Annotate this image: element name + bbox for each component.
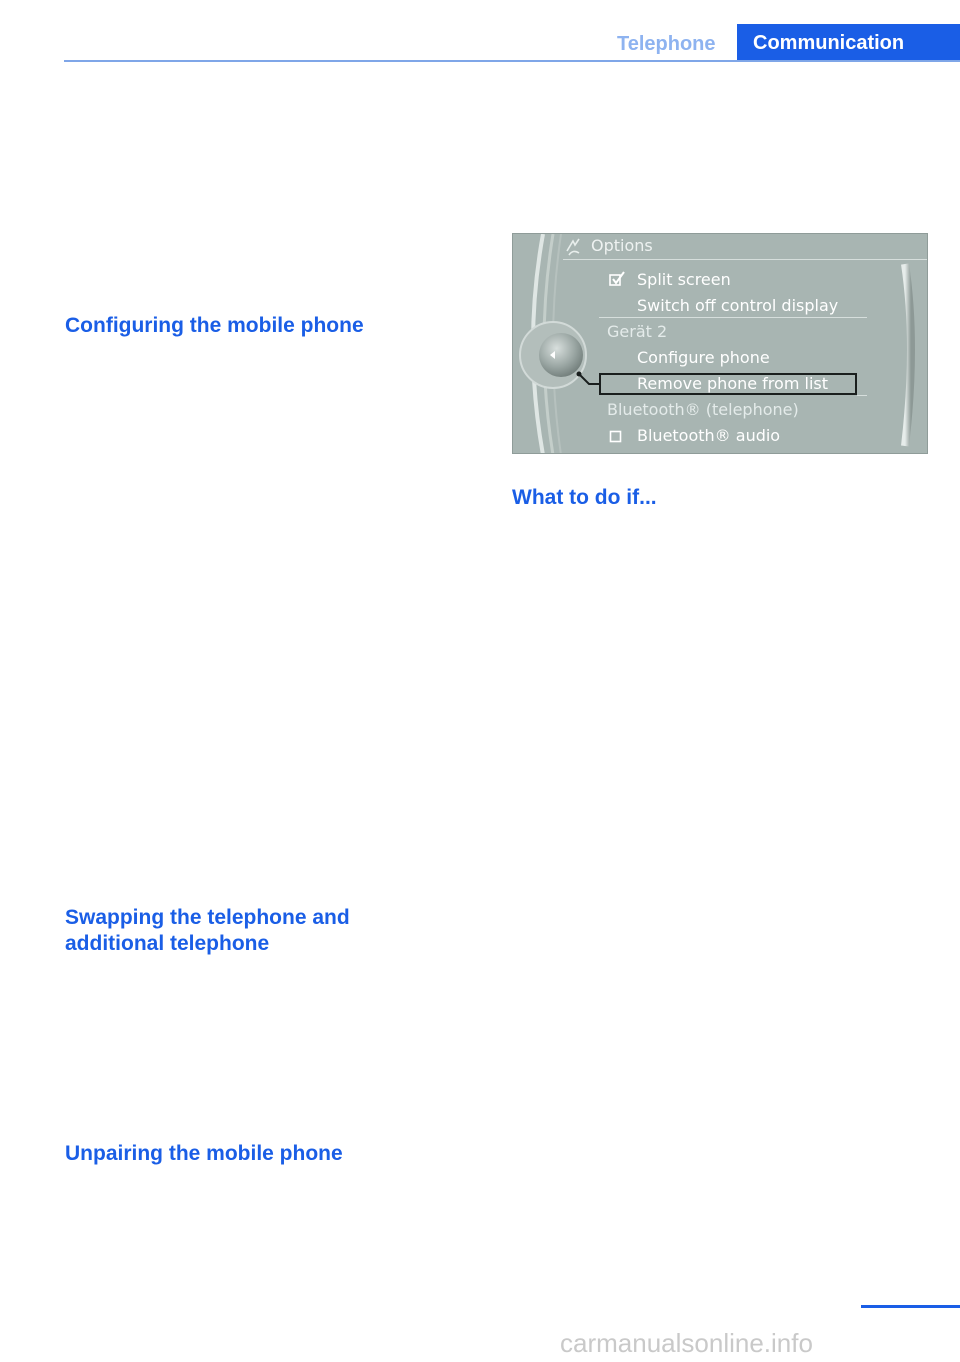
options-title: Options (591, 236, 653, 255)
options-icon (563, 237, 585, 257)
title-rule (563, 259, 928, 260)
heading-what-to-do: What to do if... (512, 486, 657, 509)
unchecked-box-icon (609, 430, 623, 444)
footer-rule (861, 1305, 960, 1308)
menu-item-configure-phone[interactable]: Configure phone (637, 348, 770, 367)
section-title: Telephone (617, 33, 716, 55)
watermark: carmanualsonline.info (560, 1328, 813, 1358)
checked-box-icon (609, 271, 627, 287)
options-menu-screenshot (512, 233, 928, 454)
header-rule (64, 60, 960, 62)
controller-graphic (513, 234, 928, 454)
menu-item-bluetooth-audio[interactable]: Bluetooth® audio (637, 426, 781, 445)
heading-swapping-line2: additional telephone (65, 932, 270, 955)
menu-item-split-screen[interactable]: Split screen (637, 270, 731, 289)
group-label-bluetooth: Bluetooth® (telephone) (607, 400, 799, 419)
group-rule-2 (857, 395, 867, 396)
group-label-device: Gerät 2 (607, 322, 668, 341)
heading-configuring-phone: Configuring the mobile phone (65, 314, 364, 337)
heading-swapping-telephone (65, 905, 350, 957)
menu-item-remove-phone[interactable]: Remove phone from list (637, 374, 828, 393)
menu-item-switch-off-display[interactable]: Switch off control display (637, 296, 839, 315)
group-rule (599, 317, 867, 318)
heading-swapping-line1: Swapping the telephone and (65, 906, 350, 929)
heading-unpairing-phone: Unpairing the mobile phone (65, 1142, 343, 1165)
chapter-tab: Communication (737, 24, 960, 62)
